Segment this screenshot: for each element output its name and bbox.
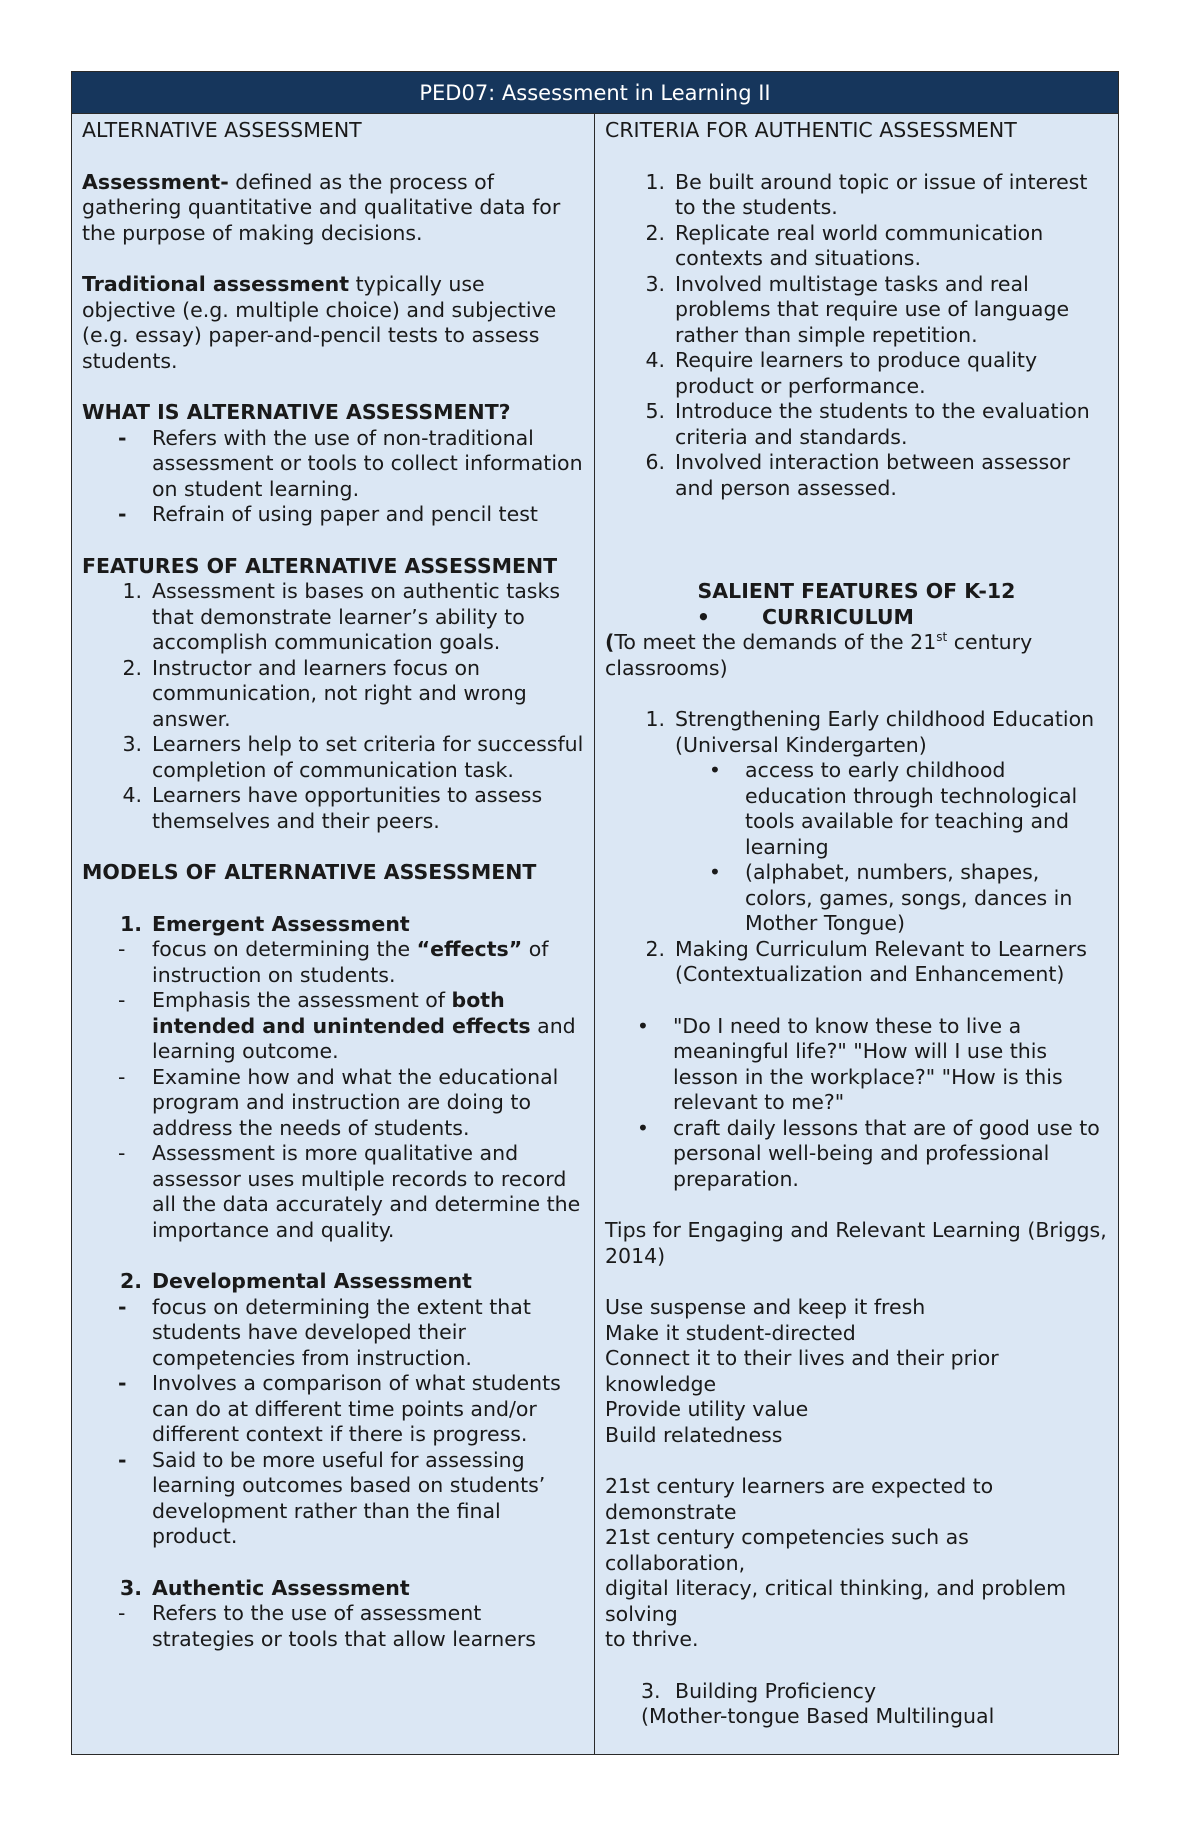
developmental-assessment-title: 2. Developmental Assessment — [119, 1269, 472, 1293]
learners-line: digital literacy, critical thinking, and problem solving — [605, 1576, 1067, 1626]
learners-line: 21st century learners are expected to demonstrate — [605, 1474, 994, 1524]
tips-heading: Tips for Engaging and Relevant Learning (Briggs, 2014) — [605, 1218, 1107, 1268]
list-item: • "Do I need to know these to live a meaningful life?" "How will I use this lesson in the workplace?" "How is this relevant to me?" — [636, 1013, 1063, 1114]
k12-purpose: (To meet the demands of the 21st century classrooms) — [605, 630, 1033, 680]
list-item: 3. Involved multistage tasks and real problems that require use of language rather than simple repetition. — [645, 271, 1070, 347]
page-title: PED07: Assessment in Learning II — [72, 72, 1118, 114]
list-item: • craft daily lessons that are of good use to personal well-being and professional preparation. — [636, 1115, 1100, 1191]
tip-line: Connect it to their lives and their prior knowledge — [605, 1346, 999, 1396]
list-item: 4. Require learners to produce quality product or performance. — [645, 348, 1038, 398]
features-heading: FEATURES OF ALTERNATIVE ASSESSMENT — [82, 553, 558, 578]
list-item: • access to early childhood education through technological tools available for teaching and learning — [708, 758, 1078, 859]
criteria-heading: CRITERIA FOR AUTHENTIC ASSESSMENT — [605, 118, 1017, 142]
table-body — [72, 114, 1118, 1754]
list-item: - focus on determining the extent that students have developed their competencies from instruction. — [118, 1294, 531, 1370]
left-column — [72, 114, 595, 1754]
alternative-assessment-heading: ALTERNATIVE ASSESSMENT — [82, 118, 362, 142]
list-item: 1. Be built around topic or issue of interest to the students. — [645, 169, 1088, 219]
salient-features-heading: SALIENT FEATURES OF K-12 — [697, 579, 1016, 603]
list-item: - Examine how and what the educational program and instruction are doing to address the needs of students. — [118, 1064, 559, 1140]
traditional-assessment-definition: Traditional assessment typically use objective (e.g. multiple choice) and subjective (e.g. essay) paper-and-pencil tests to assess students. — [82, 272, 557, 373]
tip-line: Provide utility value — [605, 1397, 809, 1421]
list-item: 2. Making Curriculum Relevant to Learners (Contextualization and Enhancement) — [645, 936, 1087, 986]
list-item: - Assessment is more qualitative and assessor uses multiple records to record all the data accurately and determine the importance and quality. — [118, 1141, 581, 1242]
authentic-assessment-title: 3. Authentic Assessment — [119, 1575, 410, 1600]
list-item: 5. Introduce the students to the evaluation criteria and standards. — [645, 399, 1090, 449]
list-item: 3. Learners help to set criteria for successful completion of communication task. — [122, 732, 584, 782]
list-item: - Involves a comparison of what students can do at different time points and/or different context if there is progress. — [118, 1371, 561, 1446]
list-item: • (alphabet, numbers, shapes, colors, games, songs, dances in Mother Tongue) — [708, 860, 1073, 935]
list-item: 6. Involved interaction between assessor and person assessed. — [645, 450, 1071, 500]
building-proficiency-subtitle: (Mother-tongue Based Multilingual — [641, 1704, 995, 1728]
building-proficiency-item: 3. Building Proficiency — [641, 1678, 877, 1703]
tip-line: Build relatedness — [605, 1422, 783, 1447]
emergent-assessment-title: 1. Emergent Assessment — [119, 911, 410, 936]
list-item: - Refrain of using paper and pencil test — [118, 502, 538, 526]
list-item: 4. Learners have opportunities to assess themselves and their peers. — [122, 783, 543, 833]
learners-line: 21st century competencies such as collaboration, — [605, 1525, 969, 1575]
tip-line: Make it student-directed — [605, 1320, 856, 1345]
assessment-definition: Assessment- defined as the process of gathering quantitative and qualitative data for the purpose of making decisions. — [82, 169, 561, 245]
list-item: - Emphasis the assessment of both intended and unintended effects and learning outcome. — [118, 988, 576, 1063]
list-item: 2. Instructor and learners focus on communication, not right and wrong answer. — [122, 655, 527, 731]
right-column — [595, 114, 1118, 1754]
learners-line: to thrive. — [605, 1627, 699, 1651]
list-item: 1. Assessment is bases on authentic tasks that demonstrate learner’s ability to accomplish communication goals. — [122, 579, 561, 654]
models-heading: MODELS OF ALTERNATIVE ASSESSMENT — [82, 860, 537, 884]
what-is-heading: WHAT IS ALTERNATIVE ASSESSMENT? — [82, 400, 511, 424]
tip-line: Use suspense and keep it fresh — [605, 1295, 926, 1319]
list-item: - focus on determining the “effects” of instruction on students. — [118, 937, 549, 987]
salient-features-heading-2: • CURRICULUM — [696, 604, 914, 629]
notes-table — [71, 71, 1119, 1755]
list-item: - Refers to the use of assessment strategies or tools that allow learners — [118, 1601, 536, 1651]
list-item: 1. Strengthening Early childhood Education (Universal Kindergarten) — [645, 707, 1095, 757]
list-item: 2. Replicate real world communication contexts and situations. — [645, 220, 1044, 270]
list-item: - Said to be more useful for assessing learning outcomes based on students’ development rather than the final product. — [118, 1447, 546, 1548]
list-item: - Refers with the use of non-traditional assessment or tools to collect information on student learning. — [118, 425, 583, 501]
